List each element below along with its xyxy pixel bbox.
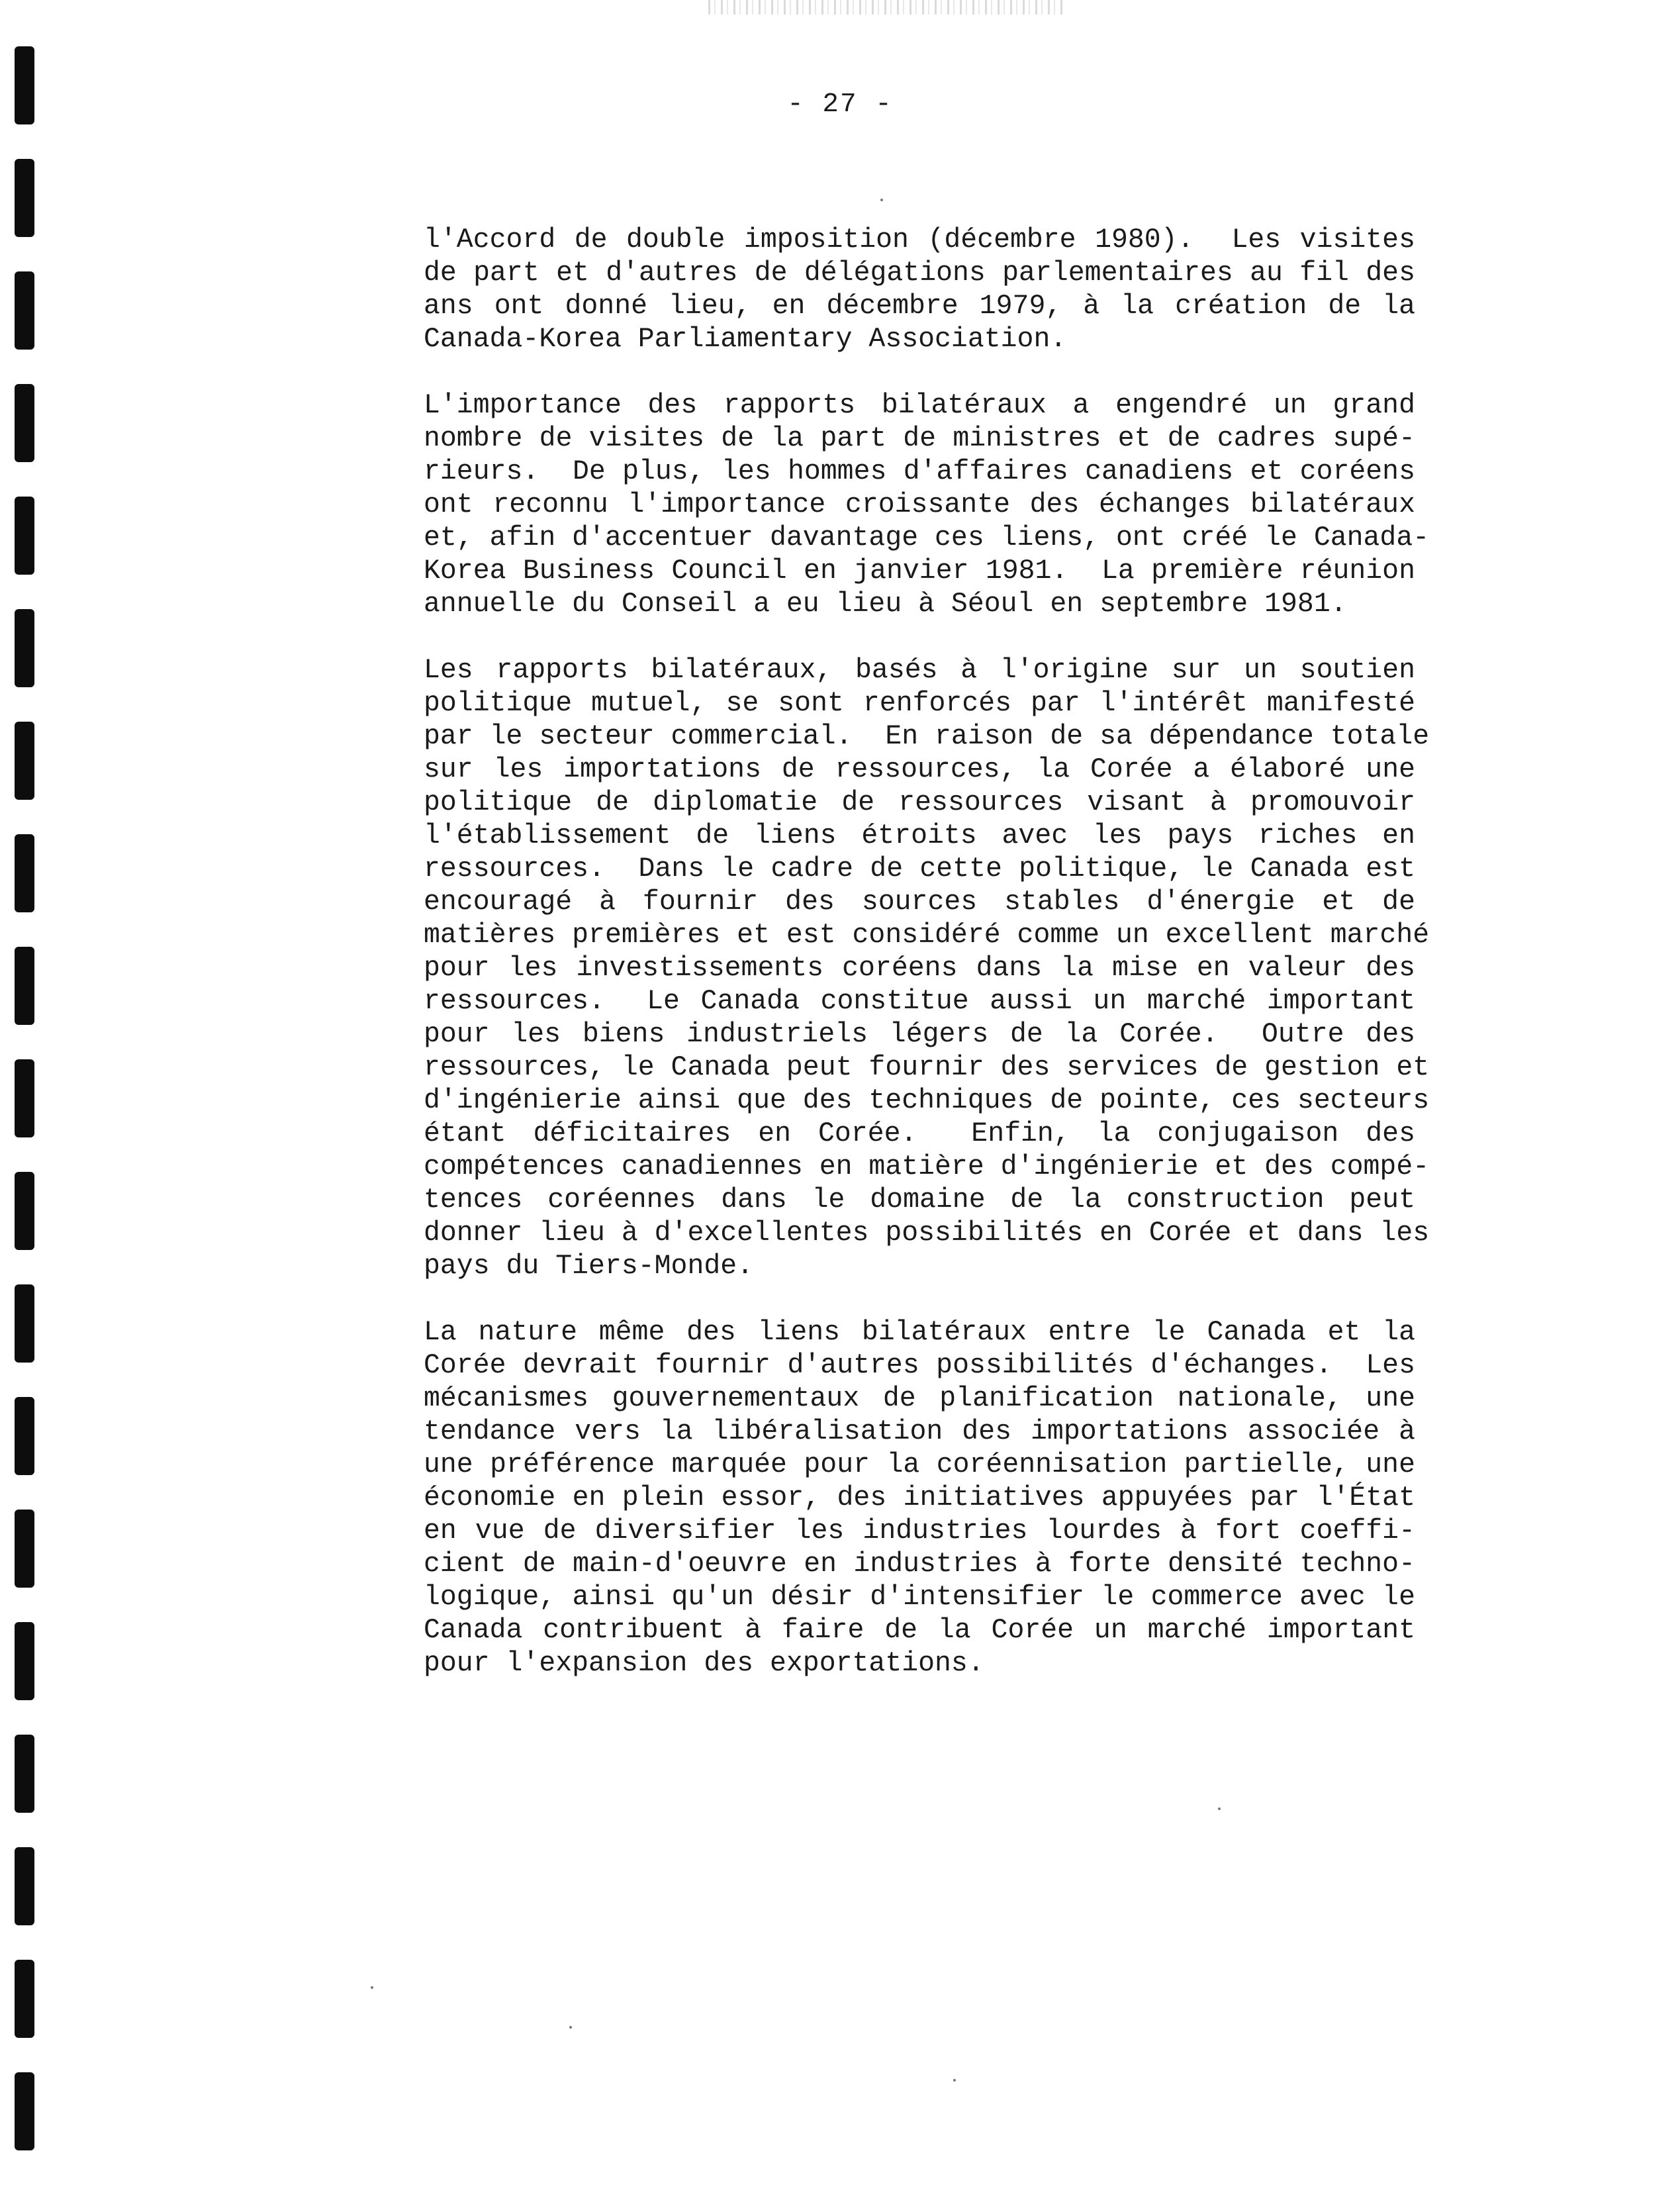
- text-line: annuelle du Conseil a eu lieu à Séoul en septembre 1981.: [424, 589, 1347, 620]
- text-line: tendance vers la libéralisation des importations associée à: [424, 1416, 1415, 1447]
- text-line: politique de diplomatie de ressources visant à promouvoir: [424, 787, 1415, 818]
- text-line: politique mutuel, se sont renforcés par l'intérêt manifesté: [424, 688, 1415, 719]
- text-line: Les rapports bilatéraux, basés à l'origine sur un soutien: [424, 655, 1415, 686]
- binder-mark: [15, 1284, 34, 1363]
- text-line: Korea Business Council en janvier 1981. La première réunion: [424, 555, 1415, 587]
- text-line: matières premières et est considéré comme un excellent marché: [424, 920, 1430, 951]
- text-line: tences coréennes dans le domaine de la construction peut: [424, 1184, 1415, 1216]
- text-line: pour les biens industriels légers de la Corée. Outre des: [424, 1019, 1415, 1050]
- scan-speck: [953, 2079, 956, 2082]
- scan-speck: [569, 2026, 572, 2029]
- text-line: en vue de diversifier les industries lourdes à fort coeffi-: [424, 1515, 1415, 1547]
- paragraph: [424, 224, 1415, 356]
- text-line: étant déficitaires en Corée. Enfin, la conjugaison des: [424, 1118, 1415, 1149]
- binder-mark: [15, 1622, 34, 1700]
- text-line: cient de main-d'oeuvre en industries à forte densité techno-: [424, 1549, 1415, 1580]
- scan-speck: [371, 1986, 373, 1989]
- binder-mark: [15, 384, 34, 462]
- text-line: sur les importations de ressources, la Corée a élaboré une: [424, 754, 1415, 785]
- text-line: et, afin d'accentuer davantage ces liens, ont créé le Canada-: [424, 522, 1430, 553]
- text-line: ans ont donné lieu, en décembre 1979, à la création de la: [424, 291, 1415, 322]
- text-line: ressources. Le Canada constitue aussi un marché important: [424, 986, 1415, 1017]
- text-line: donner lieu à d'excellentes possibilités en Corée et dans les: [424, 1218, 1430, 1249]
- binder-mark: [15, 609, 34, 687]
- text-line: pays du Tiers-Monde.: [424, 1251, 754, 1282]
- paragraph: [424, 654, 1430, 1283]
- text-line: rieurs. De plus, les hommes d'affaires canadiens et coréens: [424, 456, 1415, 487]
- text-line: de part et d'autres de délégations parlementaires au fil des: [424, 258, 1415, 289]
- text-line: par le secteur commercial. En raison de sa dépendance totale: [424, 721, 1430, 752]
- text-line: pour l'expansion des exportations.: [424, 1648, 984, 1679]
- binder-mark: [15, 2072, 34, 2150]
- binder-mark: [15, 1172, 34, 1250]
- text-line: encouragé à fournir des sources stables d'énergie et de: [424, 887, 1415, 918]
- text-line: une préférence marquée pour la coréennisation partielle, une: [424, 1449, 1415, 1480]
- text-line: Canada contribuent à faire de la Corée un marché important: [424, 1615, 1415, 1646]
- text-line: La nature même des liens bilatéraux entre le Canada et la: [424, 1317, 1415, 1348]
- text-line: L'importance des rapports bilatéraux a engendré un grand: [424, 390, 1415, 421]
- binder-mark: [15, 834, 34, 912]
- paragraph: [424, 1316, 1415, 1680]
- scan-artifact: [708, 0, 1066, 15]
- binder-mark: [15, 1397, 34, 1475]
- text-line: l'Accord de double imposition (décembre 1980). Les visites: [424, 224, 1415, 256]
- text-line: logique, ainsi qu'un désir d'intensifier le commerce avec le: [424, 1582, 1415, 1613]
- binder-mark: [15, 722, 34, 800]
- binder-mark: [15, 1735, 34, 1813]
- text-line: Canada-Korea Parliamentary Association.: [424, 324, 1067, 355]
- text-line: nombre de visites de la part de ministres et de cadres supé-: [424, 423, 1415, 454]
- scan-speck: [1218, 1807, 1221, 1810]
- text-line: d'ingénierie ainsi que des techniques de pointe, ces secteurs: [424, 1085, 1430, 1116]
- binder-mark: [15, 159, 34, 237]
- paragraph: [424, 389, 1430, 621]
- text-line: économie en plein essor, des initiatives appuyées par l'État: [424, 1482, 1415, 1513]
- binder-mark: [15, 497, 34, 575]
- text-line: ont reconnu l'importance croissante des échanges bilatéraux: [424, 489, 1415, 520]
- page-number: - 27 -: [787, 89, 893, 120]
- binder-mark: [15, 1059, 34, 1137]
- text-line: ressources. Dans le cadre de cette politique, le Canada est: [424, 853, 1415, 885]
- text-line: compétences canadiennes en matière d'ingénierie et des compé-: [424, 1151, 1430, 1182]
- text-line: Corée devrait fournir d'autres possibilités d'échanges. Les: [424, 1350, 1415, 1381]
- binder-mark: [15, 271, 34, 350]
- text-line: mécanismes gouvernementaux de planification nationale, une: [424, 1383, 1415, 1414]
- scan-speck: [880, 199, 883, 201]
- text-line: pour les investissements coréens dans la mise en valeur des: [424, 953, 1415, 984]
- text-line: ressources, le Canada peut fournir des services de gestion et: [424, 1052, 1430, 1083]
- binder-hole-marks: [15, 46, 41, 2191]
- text-line: l'établissement de liens étroits avec les pays riches en: [424, 820, 1415, 851]
- binder-mark: [15, 947, 34, 1025]
- body-text: [424, 224, 1430, 1713]
- binder-mark: [15, 1510, 34, 1588]
- binder-mark: [15, 1960, 34, 2038]
- binder-mark: [15, 1847, 34, 1925]
